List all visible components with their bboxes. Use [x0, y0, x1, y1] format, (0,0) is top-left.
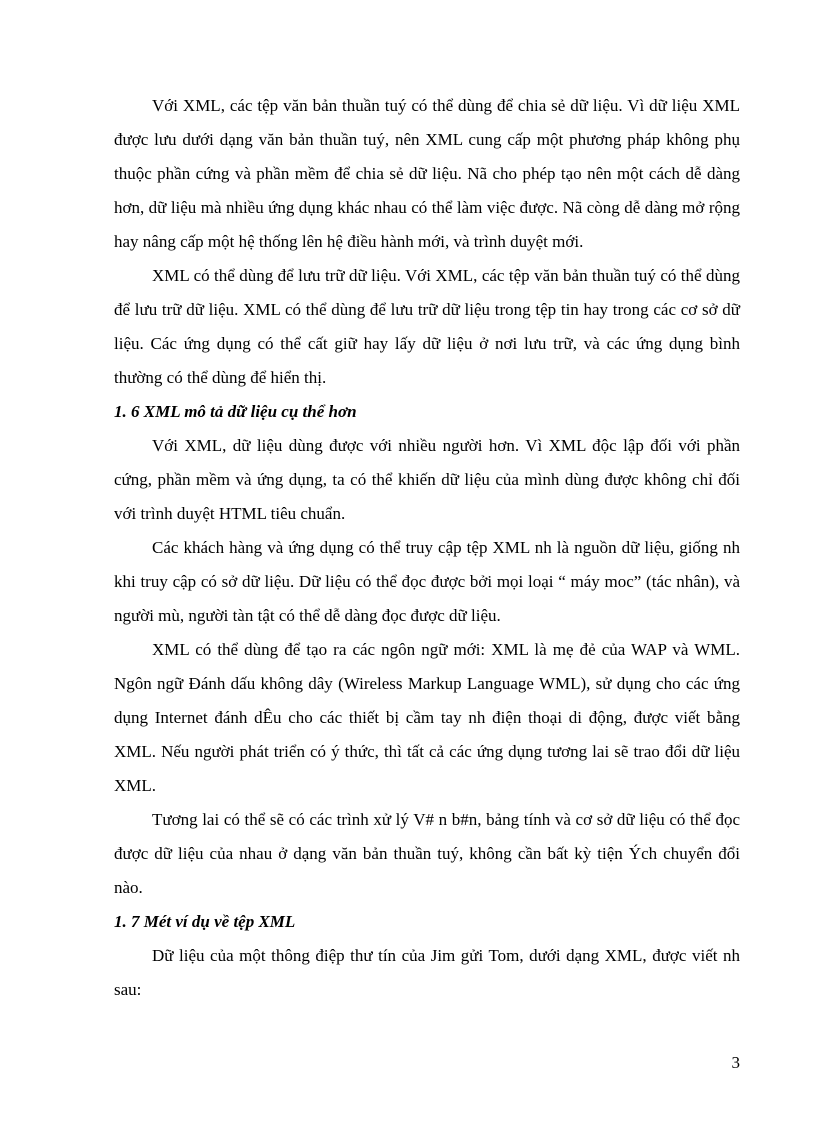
paragraph-xml-storage: XML có thể dùng để lưu trữ dữ liệu. Với XML, các tệp văn bản thuần tuý có thể dùng để lưu trữ dữ liệu. XML có thể dùng để lưu trữ dữ liệu trong tệp tin hay trong các cơ sở dữ liệu. Các ứng dụng có thể cất giữ hay lấy dữ liệu ở nơi lưu trữ, và các ứng dụng bình thường có thể dùng để hiển thị.: [114, 266, 740, 387]
paragraph-xml-sharing: Với XML, các tệp văn bản thuần tuý có thể dùng để chia sẻ dữ liệu. Vì dữ liệu XML được lưu dưới dạng văn bản thuần tuý, nên XML cung cấp một phương pháp không phụ thuộc phần cứng và phần mềm để chia sẻ dữ liệu. Nã cho phép tạo nên một cách dễ dàng hơn, dữ liệu mà nhiều ứng dụng khác nhau có thể làm việc được. Nã còng dễ dàng mở rộng hay nâng cấp một hệ thống lên hệ điều hành mới, và trình duyệt mới.: [114, 96, 740, 251]
page-number: 3: [731, 1053, 740, 1072]
page-content: [114, 89, 740, 1007]
paragraph-xml-access: Các khách hàng và ứng dụng có thể truy cập tệp XML nh là nguồn dữ liệu, giống nh khi truy cập có sở dữ liệu. Dữ liệu có thể đọc được bởi mọi loại “ máy moc” (tác nhân), và người mù, người tàn tật có thể dễ dàng đọc được dữ liệu.: [114, 538, 740, 625]
section-heading-1-7: 1. 7 Mét ví dụ về tệp XML: [114, 912, 296, 931]
paragraph-xml-example-intro: Dữ liệu của một thông điệp thư tín của Jim gửi Tom, dưới dạng XML, được viết nh sau:: [114, 946, 740, 999]
paragraph-xml-future: Tương lai có thể sẽ có các trình xử lý V# n b#n, bảng tính và cơ sở dữ liệu có thể đọc được dữ liệu của nhau ở dạng văn bản thuần tuý, không cần bất kỳ tiện Ých chuyển đổi nào.: [114, 810, 740, 897]
paragraph-xml-new-languages: XML có thể dùng để tạo ra các ngôn ngữ mới: XML là mẹ đẻ của WAP và WML. Ngôn ngữ Đánh dấu không dây (Wireless Markup Language WML), sử dụng cho các ứng dụng Internet đánh dÊu cho các thiết bị cầm tay nh điện thoại di động, được viết bằng XML. Nếu người phát triển có ý thức, thì tất cả các ứng dụng tương lai sẽ trao đổi dữ liệu XML.: [114, 640, 740, 795]
paragraph-xml-more-people: Với XML, dữ liệu dùng được với nhiều người hơn. Vì XML độc lập đối với phần cứng, phần mềm và ứng dụng, ta có thể khiến dữ liệu của mình dùng được không chỉ đối với trình duyệt HTML tiêu chuẩn.: [114, 436, 740, 523]
section-heading-1-6: 1. 6 XML mô tả dữ liệu cụ thể hơn: [114, 402, 357, 421]
